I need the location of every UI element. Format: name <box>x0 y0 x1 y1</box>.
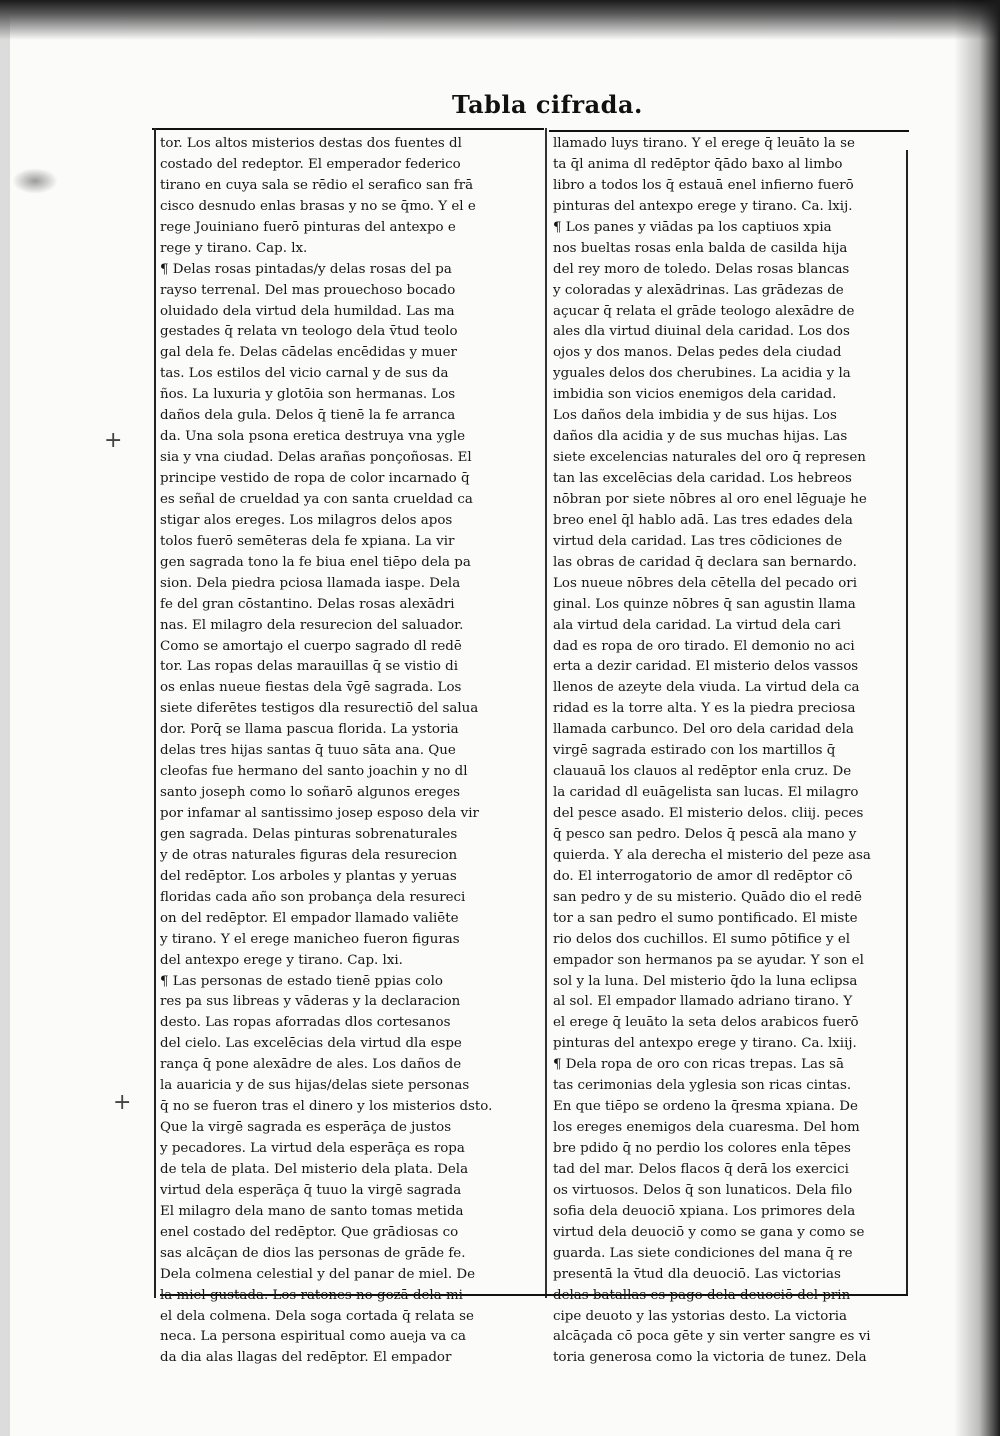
right-column-border <box>906 150 908 1295</box>
text-line: tas. Los estilos del vicio carnal y de sus da <box>160 366 449 382</box>
text-line: virgē sagrada estirado con los martillos q̄ <box>553 743 836 759</box>
text-line: sia y vna ciudad. Delas arañas ponçoñosas. El <box>160 450 472 466</box>
text-line: del redēptor. Los arboles y plantas y yeruas <box>160 868 457 884</box>
text-line: rayso terrenal. Del mas prouechoso bocado <box>160 282 456 298</box>
text-line: rege y tirano. Cap. lx. <box>160 240 308 256</box>
text-line: dad es ropa de oro tirado. El demonio no aci <box>553 638 855 654</box>
text-line: da dia alas llagas del redēptor. El empador <box>160 1350 452 1366</box>
text-line: cipe deuoto y las ystorias desto. La victoria <box>553 1308 847 1324</box>
top-rule-left <box>152 128 544 130</box>
text-line: fe del gran cōstantino. Delas rosas alexādri <box>160 596 455 612</box>
text-line: Dela colmena celestial y del panar de miel. De <box>160 1266 475 1282</box>
text-line: costado del redeptor. El emperador federico <box>160 156 461 172</box>
text-line: tas cerimonias dela yglesia son ricas cintas. <box>553 1078 852 1094</box>
text-line: nas. El milagro dela resurecion del saluador. <box>160 617 464 633</box>
text-line: gen sagrada tono la fe biua enel tiēpo dela pa <box>160 554 471 570</box>
right-text-column <box>553 134 905 1369</box>
text-line: el dela colmena. Dela soga cortada q̄ relata se <box>160 1308 474 1324</box>
text-line: dor. Porq̄ se llama pascua florida. La ystoria <box>160 722 459 738</box>
text-line: da. Una sola psona eretica destruya vna ygle <box>160 429 466 445</box>
text-line: q̄ no se fueron tras el dinero y los misterios dsto. <box>160 1099 493 1115</box>
binding-gutter-shadow <box>954 0 1000 1436</box>
text-line: delas tres hijas santas q̄ tuuo sāta ana. Que <box>160 743 456 759</box>
text-line: principe vestido de ropa de color incarnado q̄ <box>160 471 470 486</box>
text-line: quierda. Y ala derecha el misterio del peze asa <box>553 847 871 863</box>
text-line: erta a dezir caridad. El misterio delos vassos <box>553 659 859 675</box>
text-line: ¶ Las personas de estado tienē ppias colo <box>160 973 443 989</box>
page-left-edge <box>0 0 10 1436</box>
text-line: rio delos dos cuchillos. El sumo pōtifice y el <box>553 931 851 947</box>
text-line: llenos de azeyte dela viuda. La virtud dela ca <box>553 680 860 696</box>
text-line: Como se amortajo el cuerpo sagrado dl redē <box>160 638 462 654</box>
text-line: tirano en cuya sala se rēdio el serafico san frā <box>160 177 474 193</box>
text-line: ta q̄l anima dl redēptor q̄ādo baxo al limbo <box>553 156 843 172</box>
margin-cross-mark: + <box>104 428 123 453</box>
text-line: neca. La persona espiritual como aueja va ca <box>160 1329 467 1345</box>
text-line: ojos y dos manos. Delas pedes dela ciudad <box>553 345 842 361</box>
text-line: gen sagrada. Delas pinturas sobrenaturales <box>160 826 458 842</box>
text-line: yguales delos dos cherubines. La acidia y la <box>553 366 851 382</box>
text-line: ¶ Dela ropa de oro con ricas trepas. Las sā <box>553 1057 845 1073</box>
text-line: guarda. Las siete condiciones del mana q̄ re <box>553 1245 853 1261</box>
text-line: rege Jouiniano fuerō pinturas del antexpo e <box>160 219 456 235</box>
left-text-column <box>160 134 543 1369</box>
text-line: daños dla acidia y de sus muchas hijas. Las <box>553 429 848 445</box>
text-line: q̄ pesco san pedro. Delos q̄ pescā ala mano y <box>553 826 857 842</box>
text-line: on del redēptor. El empador llamado valiēte <box>160 910 459 926</box>
text-line: sol y la luna. Del misterio q̄do la luna eclipsa <box>553 973 858 989</box>
text-line: oluidado dela virtud dela humildad. Las ma <box>160 303 455 319</box>
text-line: por infamar al santissimo josep esposo dela vir <box>160 806 479 821</box>
text-line: alcāçada cō poca gēte y sin verter sangre es vi <box>553 1329 871 1345</box>
text-line: del rey moro de toledo. Delas rosas blancas <box>553 261 850 277</box>
text-line: siete diferētes testigos dla resurectiō del salua <box>160 701 479 717</box>
text-line: delas batallas es pago dela deuociō del prin <box>553 1287 851 1303</box>
text-line: tad del mar. Delos flacos q̄ derā los exercici <box>553 1161 849 1177</box>
text-line: llamada carbunco. Del oro dela caridad dela <box>553 722 854 738</box>
page-top-shadow <box>0 0 1000 40</box>
text-line: enel costado del redēptor. Que grādiosas co <box>160 1224 459 1240</box>
text-line: ¶ Delas rosas pintadas/y delas rosas del pa <box>160 261 452 277</box>
text-line: y de otras naturales figuras dela resurecion <box>160 847 458 863</box>
text-line: es señal de crueldad ya con santa crueldad ca <box>160 491 473 507</box>
text-line: Los daños dela imbidia y de sus hijas. Los <box>553 408 837 424</box>
text-line: ala virtud dela caridad. La virtud dela cari <box>553 617 841 633</box>
text-line: floridas cada año son probança dela resureci <box>160 889 466 905</box>
text-line: daños dela gula. Delos q̄ tienē la fe arranca <box>160 408 456 424</box>
text-line: pinturas del antexpo erege y tirano. Ca. lxiij. <box>553 1036 857 1052</box>
text-line: En que tiēpo se ordeno la q̄resma xpiana. De <box>553 1099 858 1115</box>
running-header: Tabla cifrada. <box>452 90 643 119</box>
text-line: desto. Las ropas aforradas dlos cortesanos <box>160 1015 451 1031</box>
text-line: libro a todos los q̄ estauā enel infierno fuerō <box>553 177 854 193</box>
column-divider <box>545 128 547 1298</box>
text-line: y coloradas y alexādrinas. Las grādezas de <box>553 282 844 298</box>
text-line: y pecadores. La virtud dela esperāça es ropa <box>160 1141 465 1156</box>
text-line: del cielo. Las excelēcias dela virtud dla espe <box>160 1036 462 1052</box>
text-line: santo joseph como lo soñarō algunos ereges <box>160 785 460 801</box>
ink-smudge <box>12 168 58 194</box>
text-line: del pesce asado. El misterio delos. cliij. peces <box>553 806 864 821</box>
text-line: ginal. Los quinze nōbres q̄ san agustin llama <box>553 596 856 612</box>
text-line: do. El interrogatorio de amor dl redēptor cō <box>553 868 853 884</box>
text-line: os virtuosos. Delos q̄ son lunaticos. Dela filo <box>553 1182 853 1198</box>
text-line: la auaricia y de sus hijas/delas siete personas <box>160 1078 470 1094</box>
text-line: san pedro y de su misterio. Quādo dio el redē <box>553 889 862 905</box>
text-line: toria generosa como la victoria de tunez. Dela <box>553 1350 867 1366</box>
text-line: El milagro dela mano de santo tomas metida <box>160 1203 464 1219</box>
text-line: del antexpo erege y tirano. Cap. lxi. <box>160 952 403 968</box>
text-line: gal dela fe. Delas cādelas encēdidas y muer <box>160 345 457 361</box>
text-line: clauauā los clauos al redēptor enla cruz. De <box>553 764 852 780</box>
text-line: cleofas fue hermano del santo joachin y no dl <box>160 764 468 780</box>
text-line: la miel gustada. Los ratones no gozā dela mi <box>160 1287 463 1303</box>
text-line: virtud dela esperāça q̄ tuuo la virgē sagrada <box>160 1182 462 1198</box>
text-line: res pa sus libreas y vāderas y la declaracion <box>160 994 461 1010</box>
text-line: y tirano. Y el erege manicheo fueron figuras <box>160 931 460 947</box>
text-line: tolos fuerō semēteras dela fe xpiana. La vir <box>160 533 455 549</box>
text-line: Que la virgē sagrada es esperāça de justos <box>160 1120 452 1136</box>
text-line: sion. Dela piedra pciosa llamada iaspe. Dela <box>160 575 461 591</box>
text-line: los ereges enemigos dela cuaresma. Del hom <box>553 1120 860 1136</box>
text-line: las obras de caridad q̄ declara san bernardo. <box>553 554 857 570</box>
text-line: nōbran por siete nōbres al oro enel lēguaje he <box>553 491 867 507</box>
text-line: ales dla virtud diuinal dela caridad. Los dos <box>553 324 850 340</box>
text-line: açucar q̄ relata el grāde teologo alexādre de <box>553 303 855 319</box>
text-line: empador son hermanos pa se ayudar. Y son el <box>553 952 864 968</box>
text-line: al sol. El empador llamado adriano tirano. Y <box>553 994 853 1010</box>
text-line: stigar alos ereges. Los milagros delos apos <box>160 512 453 528</box>
text-line: ridad es la torre alta. Y es la piedra preciosa <box>553 701 856 717</box>
text-line: cisco desnudo enlas brasas y no se q̄mo. Y el e <box>160 198 476 214</box>
text-line: ños. La luxuria y glotōia son hermanas. Los <box>160 387 456 403</box>
text-line: imbidia son vicios enemigos dela caridad. <box>553 387 837 403</box>
text-line: sas alcāçan de dios las personas de grāde fe. <box>160 1245 466 1261</box>
text-line: de tela de plata. Del misterio dela plata. Dela <box>160 1161 469 1177</box>
text-line: tor. Las ropas delas marauillas q̄ se vistio di <box>160 659 459 675</box>
text-line: presentā la v̄tud dla deuociō. Las victorias <box>553 1266 841 1282</box>
text-line: la caridad dl euāgelista san lucas. El milagro <box>553 785 859 801</box>
text-line: Los nueue nōbres dela cētella del pecado ori <box>553 575 857 591</box>
text-line: sofia dela deuociō xpiana. Los primores dela <box>553 1203 856 1219</box>
text-line: bre pdido q̄ no perdio los colores enla tēpes <box>553 1141 851 1156</box>
text-line: rança q̄ pone alexādre de ales. Los daños de <box>160 1057 462 1073</box>
text-line: llamado luys tirano. Y el erege q̄ leuāto la se <box>553 136 855 151</box>
text-line: tan las excelēcias dela caridad. Los hebreos <box>553 471 852 486</box>
text-line: breo enel q̄l hablo adā. Las tres edades dela <box>553 512 853 528</box>
text-line: gestades q̄ relata vn teologo dela v̄tud teolo <box>160 324 458 340</box>
margin-cross-mark: + <box>113 1090 132 1115</box>
text-line: os enlas nueue fiestas dela v̄gē sagrada. Los <box>160 680 462 696</box>
top-rule-right <box>549 130 909 132</box>
text-line: virtud dela caridad. Las tres cōdiciones de <box>553 533 843 549</box>
text-line: ¶ Los panes y viādas pa los captiuos xpia <box>553 219 832 235</box>
text-line: nos bueltas rosas enla balda de casilda hija <box>553 240 848 256</box>
text-line: tor a san pedro el sumo pontificado. El miste <box>553 910 858 926</box>
text-line: virtud dela deuociō y como se gana y como se <box>553 1224 865 1240</box>
text-line: el erege q̄ leuāto la seta delos arabicos fuerō <box>553 1015 859 1031</box>
text-line: pinturas del antexpo erege y tirano. Ca. lxij. <box>553 198 853 214</box>
left-column-border <box>154 128 156 1298</box>
text-line: siete excelencias naturales del oro q̄ represen <box>553 450 866 466</box>
text-line: tor. Los altos misterios destas dos fuentes dl <box>160 136 462 151</box>
